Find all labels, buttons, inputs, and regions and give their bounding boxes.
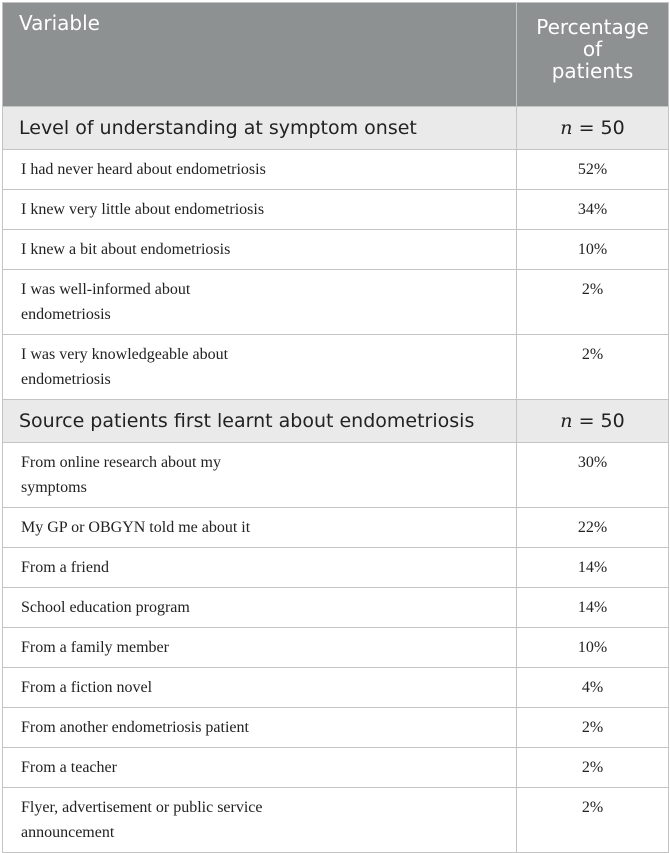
section-row — [3, 400, 669, 443]
row-label: I was very knowledgeable about endometriosis — [3, 335, 517, 400]
section-row — [3, 107, 669, 150]
row-label: School education program — [3, 588, 517, 628]
table-row — [3, 335, 669, 400]
survey-table — [2, 2, 669, 853]
row-label: From a family member — [3, 628, 517, 668]
n-symbol: n — [560, 410, 573, 432]
row-label: My GP or OBGYN told me about it — [3, 508, 517, 548]
row-label: From online research about my symptoms — [3, 443, 517, 508]
row-percentage: 14% — [517, 548, 669, 588]
n-value: = 50 — [578, 117, 625, 139]
row-percentage: 2% — [517, 788, 669, 853]
section-title: Source patients first learnt about endometriosis — [3, 400, 517, 443]
section-sample-size — [517, 400, 669, 443]
table-row — [3, 788, 669, 853]
row-label: I had never heard about endometriosis — [3, 150, 517, 190]
row-percentage: 2% — [517, 335, 669, 400]
table-row — [3, 588, 669, 628]
table-row — [3, 230, 669, 270]
table-row — [3, 668, 669, 708]
row-label: From a friend — [3, 548, 517, 588]
row-label: I knew very little about endometriosis — [3, 190, 517, 230]
section-sample-size — [517, 107, 669, 150]
table-row — [3, 443, 669, 508]
header-variable: Variable — [3, 3, 517, 107]
row-label: Flyer, advertisement or public service announcement — [3, 788, 517, 853]
row-percentage: 10% — [517, 628, 669, 668]
table-row — [3, 548, 669, 588]
header-percentage — [517, 3, 669, 107]
row-percentage: 4% — [517, 668, 669, 708]
row-percentage: 52% — [517, 150, 669, 190]
table-row — [3, 708, 669, 748]
row-percentage: 34% — [517, 190, 669, 230]
table-row — [3, 190, 669, 230]
row-label: From a fiction novel — [3, 668, 517, 708]
row-percentage: 22% — [517, 508, 669, 548]
table-row — [3, 508, 669, 548]
row-percentage: 14% — [517, 588, 669, 628]
table-row — [3, 150, 669, 190]
row-label: I was well-informed about endometriosis — [3, 270, 517, 335]
header-percentage-line: of — [582, 37, 603, 61]
row-label: From a teacher — [3, 748, 517, 788]
header-percentage-line: Percentage — [536, 15, 649, 39]
row-percentage: 2% — [517, 748, 669, 788]
table-row — [3, 628, 669, 668]
row-label: From another endometriosis patient — [3, 708, 517, 748]
row-percentage: 2% — [517, 270, 669, 335]
row-percentage: 30% — [517, 443, 669, 508]
n-value: = 50 — [578, 410, 625, 432]
header-percentage-line: patients — [551, 59, 634, 83]
table-row — [3, 748, 669, 788]
row-label: I knew a bit about endometriosis — [3, 230, 517, 270]
header-row — [3, 3, 669, 107]
table-row — [3, 270, 669, 335]
row-percentage: 2% — [517, 708, 669, 748]
n-symbol: n — [560, 117, 573, 139]
row-percentage: 10% — [517, 230, 669, 270]
section-title: Level of understanding at symptom onset — [3, 107, 517, 150]
